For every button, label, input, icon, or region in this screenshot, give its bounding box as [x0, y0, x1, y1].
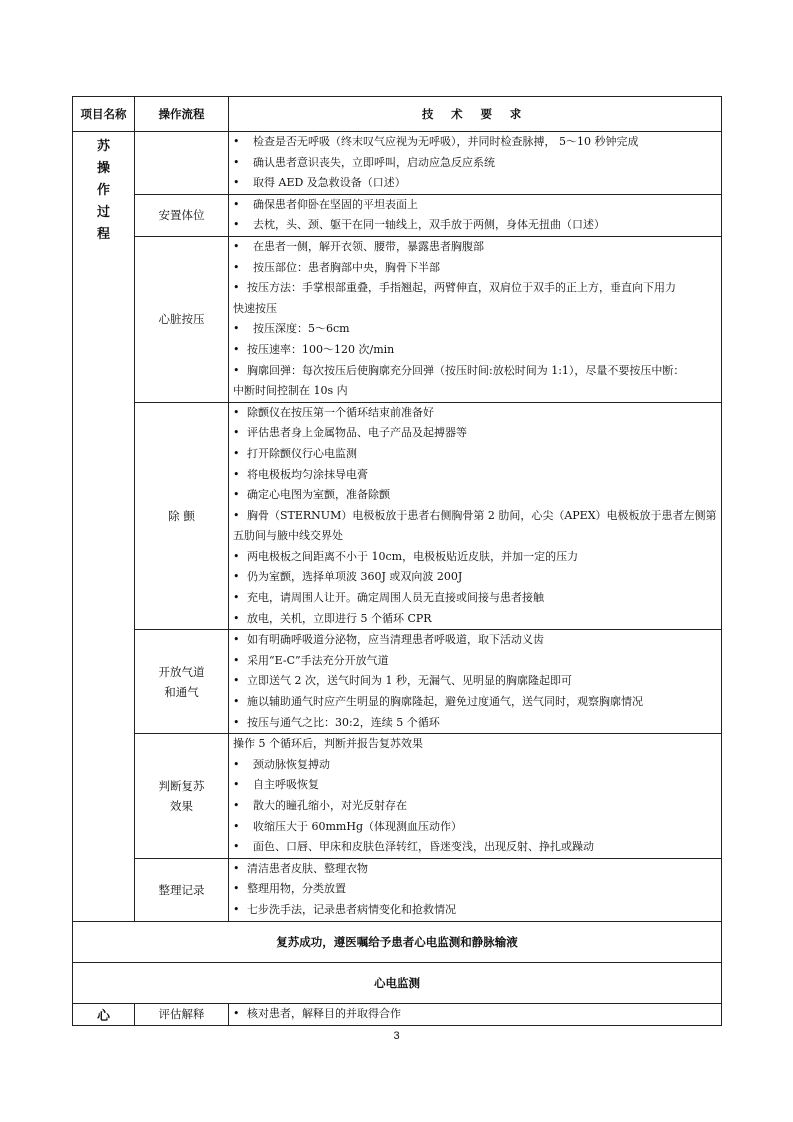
requirement-line: • 清洁患者皮肤、整理衣物 [233, 859, 717, 880]
table-row [73, 132, 722, 195]
bullet-icon: • [233, 840, 240, 854]
requirement-line: • 立即送气 2 次，送气时间为 1 秒，无漏气、见明显的胸廓隆起即可 [233, 671, 717, 692]
bullet-icon: • [233, 239, 240, 253]
bullet-icon: • [233, 674, 240, 688]
requirements-cell [229, 236, 722, 402]
requirement-line: • 如有明确呼吸道分泌物，应当清理患者呼吸道，取下活动义齿 [233, 630, 717, 651]
bullet-icon: • [233, 882, 240, 896]
bullet-icon: • [233, 633, 240, 647]
bullet-icon: • [233, 1006, 240, 1020]
requirement-line: • 胸骨（STERNUM）电极板放于患者右侧胸骨第 2 肋间，心尖（APEX）电极板放于患者左侧第 [233, 506, 717, 527]
bullet-icon: • [233, 695, 240, 709]
requirement-line: • 采用“E-C”手法充分开放气道 [233, 651, 717, 672]
step-cell-defibrillation: 除 颤 [135, 402, 229, 630]
requirement-line: • 胸廓回弹：每次按压后使胸廓充分回弹（按压时间:放松时间为 1:1），尽量不要按压中断： [233, 361, 717, 382]
section-label-cpr [73, 132, 135, 922]
requirement-line: • 充电，请周围人让开。确定周围人员无直接或间接与患者接触 [233, 588, 717, 609]
banner-row [73, 921, 722, 962]
requirement-line: • 施以辅助通气时应产生明显的胸廓隆起，避免过度通气，送气同时，观察胸廓情况 [233, 692, 717, 713]
requirement-line: • 核对患者，解释目的并取得合作 [233, 1004, 717, 1025]
table-row [73, 630, 722, 734]
bullet-icon: • [233, 591, 240, 605]
requirement-line: • 评估患者身上金属物品、电子产品及起搏器等 [233, 423, 717, 444]
section-char: 作 [96, 183, 110, 198]
requirement-line-intro: 操作 5 个循环后，判断并报告复苏效果 [233, 737, 423, 751]
banner-resuscitation-success: 复苏成功，遵医嘱给予患者心电监测和静脉输液 [73, 921, 722, 962]
requirement-line: • 按压部位：患者胸部中央，胸骨下半部 [233, 258, 717, 279]
requirement-line-continued: 五肋间与腋中线交界处 [233, 529, 343, 543]
requirement-line: • 整理用物，分类放置 [233, 879, 717, 900]
requirement-line: • 自主呼吸恢复 [233, 775, 717, 796]
step-cell-check [135, 132, 229, 195]
requirement-line: • 确定心电图为室颤，准备除颤 [233, 485, 717, 506]
requirement-line: • 仍为室颤，选择单项波 360J 或双向波 200J [233, 567, 717, 588]
banner-row [73, 962, 722, 1003]
requirements-cell [229, 132, 722, 195]
requirement-line: • 按压深度：5～6cm [233, 319, 717, 340]
requirement-line: • 按压速率：100～120 次/min [233, 340, 717, 361]
step-label: 效果 [170, 799, 193, 813]
bullet-icon: • [233, 757, 240, 771]
table-row [73, 236, 722, 402]
requirements-cell [229, 858, 722, 921]
table-row [73, 194, 722, 236]
requirement-line: • 七步洗手法，记录患者病情变化和抢救情况 [233, 900, 717, 921]
header-process: 操作流程 [135, 97, 229, 132]
requirement-line: • 放电，关机，立即进行 5 个循环 CPR [233, 609, 717, 630]
bullet-icon: • [233, 446, 240, 460]
table-row [73, 858, 722, 921]
step-label: 判断复苏 [158, 779, 205, 793]
header-item-name: 项目名称 [73, 97, 135, 132]
bullet-icon: • [233, 549, 240, 563]
requirement-line: • 按压方法：手掌根部重叠，手指翘起，两臂伸直，双肩位于双手的正上方，垂直向下用力 [233, 278, 717, 299]
bullet-icon: • [233, 405, 240, 419]
procedure-table [72, 96, 722, 1026]
bullet-icon: • [233, 799, 240, 812]
bullet-icon: • [233, 342, 240, 356]
step-cell-cleanup: 整理记录 [135, 858, 229, 921]
requirement-line: • 除颤仪在按压第一个循环结束前准备好 [233, 403, 717, 424]
bullet-icon: • [233, 488, 240, 502]
requirement-line: • 确认患者意识丧失，立即呼叫，启动应急反应系统 [233, 153, 717, 174]
bullet-icon: • [233, 197, 240, 211]
requirement-line: • 颈动脉恢复搏动 [233, 755, 717, 776]
bullet-icon: • [233, 260, 240, 274]
section-char: 苏 [96, 139, 110, 154]
requirement-line: • 将电极板均匀涂抹导电膏 [233, 465, 717, 486]
bullet-icon: • [233, 861, 240, 875]
bullet-icon: • [233, 819, 240, 833]
step-cell-compression: 心脏按压 [135, 236, 229, 402]
bullet-icon: • [233, 176, 240, 190]
requirement-line: • 检查是否无呼吸（终末叹气应视为无呼吸），并同时检查脉搏， 5～10 秒钟完成 [233, 132, 717, 153]
header-tech-requirements: 技 术 要 求 [229, 97, 722, 132]
requirement-line-continued: 快速按压 [233, 301, 277, 315]
bullet-icon: • [233, 363, 240, 377]
step-cell-airway [135, 630, 229, 734]
step-cell-position: 安置体位 [135, 194, 229, 236]
bullet-icon: • [233, 135, 240, 148]
bullet-icon: • [233, 778, 240, 792]
requirement-line: • 按压与通气之比：30:2，连续 5 个循环 [233, 713, 717, 734]
section-char: 过 [96, 205, 110, 220]
bullet-icon: • [233, 902, 240, 916]
bullet-icon: • [233, 715, 240, 729]
table-header-row [73, 97, 722, 132]
section-char: 程 [96, 227, 110, 242]
bullet-icon: • [233, 570, 240, 584]
requirements-cell [229, 402, 722, 630]
step-label: 开放气道 [158, 664, 205, 679]
requirement-line: • 两电极板之间距离不小于 10cm，电极板贴近皮肤，并加一定的压力 [233, 547, 717, 568]
bullet-icon: • [233, 611, 240, 625]
bullet-icon: • [233, 426, 240, 440]
bullet-icon: • [233, 508, 240, 522]
bullet-icon: • [233, 322, 240, 336]
requirement-line-continued: 中断时间控制在 10s 内 [233, 384, 348, 398]
requirement-line: • 面色、口唇、甲床和皮肤色泽转红，昏迷变浅，出现反射、挣扎或躁动 [233, 837, 717, 858]
requirement-line: • 确保患者仰卧在坚固的平坦表面上 [233, 195, 717, 216]
bullet-icon: • [233, 218, 240, 232]
bullet-icon: • [233, 467, 240, 481]
page-number: 3 [393, 1030, 400, 1042]
section-char: 操 [96, 161, 110, 176]
requirements-cell [229, 630, 722, 734]
table-row [73, 734, 722, 859]
requirement-line: • 散大的瞳孔缩小，对光反射存在 [233, 796, 717, 817]
bullet-icon: • [233, 653, 240, 667]
banner-ecg-monitoring: 心电监测 [73, 962, 722, 1003]
requirement-line: • 在患者一侧，解开衣领、腰带，暴露患者胸腹部 [233, 237, 717, 258]
table-row [73, 402, 722, 630]
step-label: 和通气 [164, 684, 199, 699]
requirements-cell [229, 734, 722, 859]
requirement-line: • 收缩压大于 60mmHg（体现测血压动作） [233, 817, 717, 838]
step-cell-evaluate: 评估解释 [135, 1003, 229, 1025]
requirement-line: • 去枕，头、颈、躯干在同一轴线上，双手放于两侧，身体无扭曲（口述） [233, 215, 717, 236]
step-cell-assess-effect [135, 734, 229, 859]
requirements-cell [229, 1003, 722, 1025]
requirement-line: • 取得 AED 及急救设备（口述） [233, 173, 717, 194]
requirements-cell [229, 194, 722, 236]
bullet-icon: • [233, 281, 240, 295]
bullet-icon: • [233, 155, 240, 169]
section-label-ecg: 心 [73, 1003, 135, 1025]
table-row [73, 1003, 722, 1025]
requirement-line: • 打开除颤仪行心电监测 [233, 444, 717, 465]
